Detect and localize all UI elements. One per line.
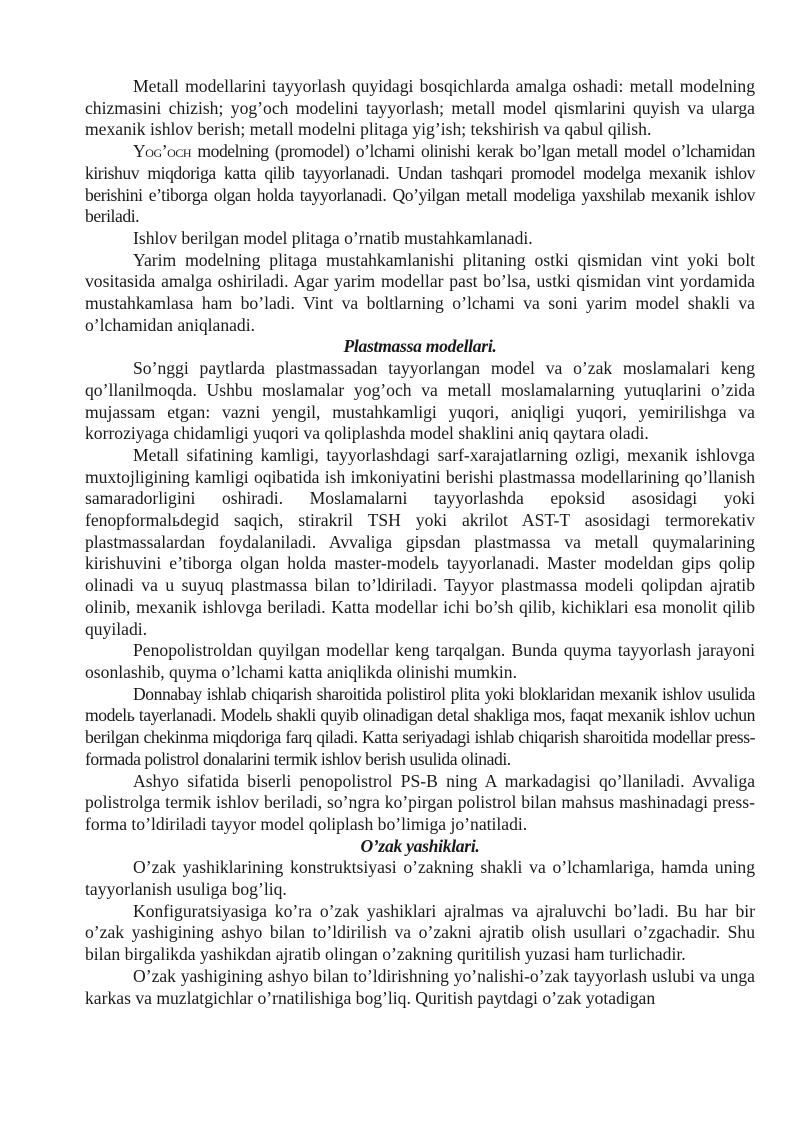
paragraph-polystyrene-models: Penopolistroldan quyilgan modellar keng tarqalgan. Bunda quyma tayyorlash jarayoni osonlashib, quyma o’lchami katta aniqlikda olinishi mumkin. <box>85 640 755 682</box>
paragraph-core-box-configuration: Konfiguratsiyasiga ko’ra o’zak yashiklari ajralmas va ajraluvchi bo’ladi. Bu har bir o’zak yashigining ashyo bilan to’ldirilish va o’zakni ajratib olish usullari o’zgachadir. Shu bilan birgalikda yashikdan ajratib olingan o’zakning quritilish yuzasi ham turlichadir. <box>85 900 755 965</box>
paragraph-core-box-design: O’zak yashiklarining konstruktsiyasi o’zakning shakli va o’lchamlariga, hamda uning tayyorlanish usuliga bog’liq. <box>85 857 755 900</box>
paragraph-single-production: Donnabay ishlab chiqarish sharoitida polistirol plita yoki bloklaridan mexanik ishlov usulida modelь tayerlanadi. Modelь shakli quyib olinadigan detal shakliga mos, faqat mexanik ishlov uchun berilgan chekinma miqdoriga farq qiladi. Katta seriyadagi ishlab chiqarish sharoitida modellar press-formada polistrol donalarini termik ishlov berish usulida olinadi. <box>85 683 755 769</box>
heading-plastic-models: Plastmassa modellari. <box>343 336 497 357</box>
paragraph-plastic-advantages: So’nggi paytlarda plastmassadan tayyorlangan model va o’zak moslamalari keng qo’llanilmoqda. Ushbu moslamalar yog’och va metall moslamalarning yutuqlarini o’zida mujassam etgan: vazni yengil, mustahkamligi yuqori, aniqligi yuqori, yemirilishga va korroziyaga chidamligi yuqori va qoliplashda model shaklini aniq qaytara oladi. <box>85 358 755 444</box>
paragraph-expanded-polystyrene: Ashyo sifatida biserli penopolistrol PS-B ning A markadagisi qo’llaniladi. Avvaliga polistrolga termik ishlov beriladi, so’ngra ko’pirgan polistrol bilan mahsus mashinadagi press-forma to’ldiriladi tayyor model qoliplash bo’limiga jo’natiladi. <box>85 770 755 834</box>
paragraph-metal-model-stages: Metall modellarini tayyorlash quyidagi bosqichlarda amalga oshadi: metall modelning chizmasini chizish; yog’och modelini tayyorlash; metall model qismlarini quyish va ularga mexanik ishlov berish; metall modelni plitaga yig’ish; tekshirish va qabul qilish. <box>85 76 755 140</box>
paragraph-core-box-filling: O’zak yashigining ashyo bilan to’ldirishning yo’nalishi-o’zak tayyorlash uslubi va unga karkas va muzlatgichlar o’rnatilishiga bog’liq. Quritish paytdagi o’zak yotadigan <box>85 965 755 1008</box>
paragraph-plate-mounting: Ishlov berilgan model plitaga o’rnatib mustahkamlanadi. <box>133 227 533 248</box>
paragraph-plastic-production: Metall sifatining kamligi, tayyorlashdagi sarf-xarajatlarning ozligi, mexanik ishlovga muxtojligining kamligi oqibatida ish imkoniyatini berishi plastmassa modellarining qo’llanish samaradorligini oshiradi. Moslamalarni tayyorlashda epoksid asosidagi yoki fenopformalьdegid saqich, stirakril TSH yoki akrilot AST-T asosidagi termorekativ plastmassalardan foydalaniladi. Avvaliga gipsdan plastmassa va metall quymalarining kirishuvini e’tiborga olgan holda master-modelь tayyorlanadi. Master modeldan gips qolip olinadi va u suyuq plastmassa bilan to’ldiriladi. Tayyor plastmassa modeli qolipdan ajratib olinib, mexanik ishlovga beriladi. Katta modellar ichi bo’sh qilib, kichiklari esa monolit qilib quyiladi. <box>85 444 755 639</box>
promodel-text: modelning (promodel) o’lchami olinishi kerak bo’lgan metall model o’lchamidan kirishuv miqdoriga katta qilib tayyorlanadi. Undan tashqari promodel modelga mexanik ishlov berishini e’tiborga olgan holda tayyorlanadi. Qo’yilgan metall modeliga yaxshilab mexanik ishlov beriladi. <box>85 141 755 227</box>
paragraph-half-model-fixing: Yarim modelning plitaga mustahkamlanishi plitaning ostki qismidan vint yoki bolt vositasida amalga oshiriladi. Agar yarim modellar past bo’lsa, ustki qismidan vint yordamida mustahkamlasa ham bo’ladi. Vint va boltlarning o’lchami va soni yarim model shakli va o’lchamidan aniqlanadi. <box>85 249 755 335</box>
heading-core-boxes: O’zak yashiklari. <box>360 835 480 856</box>
document-page <box>85 76 755 1009</box>
paragraph-wooden-promodel <box>85 141 755 228</box>
promodel-lead-word: Yog’och <box>133 141 192 162</box>
